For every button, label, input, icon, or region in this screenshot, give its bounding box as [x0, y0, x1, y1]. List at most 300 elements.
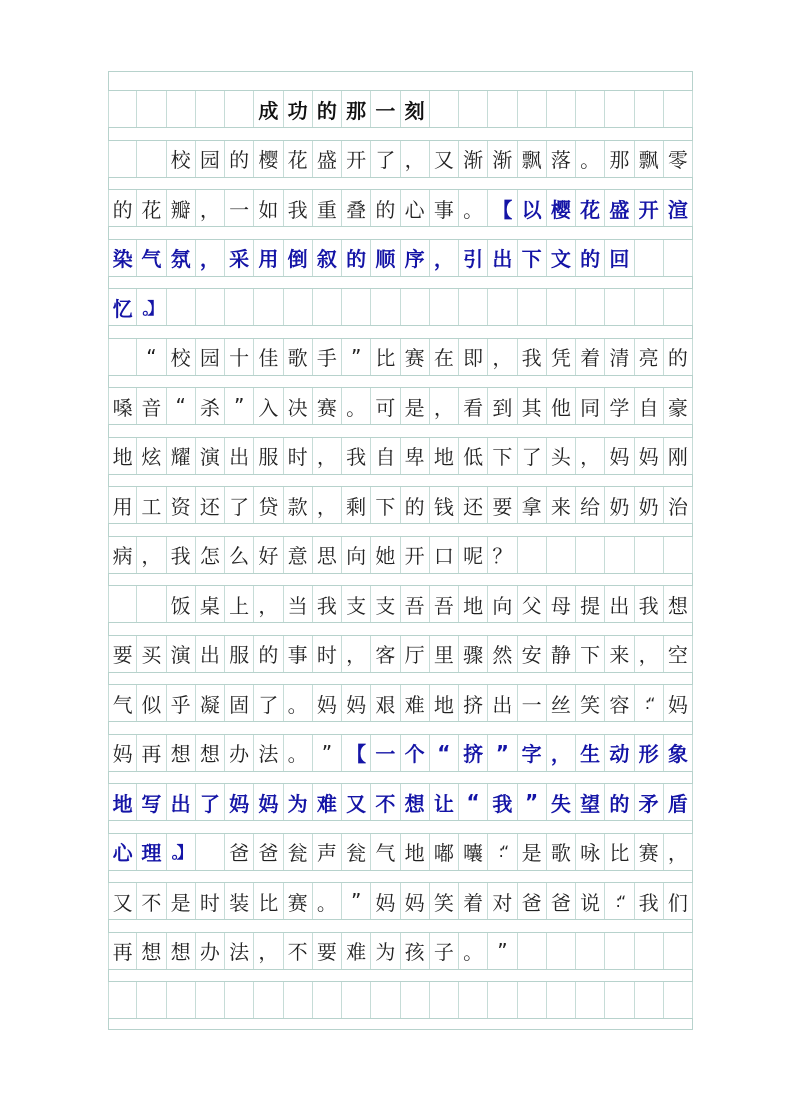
empty-grid-cell — [547, 982, 576, 1018]
grid-cell: 顺 — [371, 240, 400, 276]
grid-cell: 用 — [108, 487, 137, 523]
grid-cell: 即 — [459, 339, 488, 375]
grid-cell: 倒 — [284, 240, 313, 276]
grid-cell: 写 — [137, 784, 166, 820]
grid-row — [108, 338, 693, 376]
grid-row — [108, 932, 693, 970]
empty-grid-cell — [576, 289, 605, 325]
grid-cell: 下 — [371, 487, 400, 523]
grid-cell: 法 — [225, 933, 254, 969]
grid-cell: 时 — [313, 636, 342, 672]
empty-grid-cell — [371, 289, 400, 325]
grid-cell: 凝 — [196, 685, 225, 721]
empty-grid-cell — [401, 289, 430, 325]
empty-grid-cell — [664, 933, 693, 969]
grid-row — [108, 783, 693, 821]
grid-row — [108, 981, 693, 1019]
grid-cell: 用 — [254, 240, 283, 276]
grid-cell: 比 — [254, 883, 283, 919]
grid-cell: 再 — [137, 735, 166, 771]
grid-cell: 花 — [284, 141, 313, 177]
grid-cell: 我 — [167, 537, 196, 573]
grid-cell: 瓮 — [284, 834, 313, 870]
empty-grid-cell — [488, 91, 517, 127]
grid-cell: 当 — [284, 586, 313, 622]
title-char: 成 — [254, 91, 283, 127]
grid-cell: 炫 — [137, 438, 166, 474]
empty-grid-cell — [635, 240, 664, 276]
grid-cell: 要 — [108, 636, 137, 672]
grid-cell: :“ — [488, 834, 517, 870]
empty-grid-cell — [196, 982, 225, 1018]
grid-cell: 吾 — [430, 586, 459, 622]
grid-cell: 演 — [196, 438, 225, 474]
empty-grid-cell — [137, 586, 166, 622]
grid-cell: 还 — [459, 487, 488, 523]
grid-cell: 渐 — [488, 141, 517, 177]
grid-cell: 我 — [635, 586, 664, 622]
grid-cell: 心 — [401, 190, 430, 226]
grid-cell: 的 — [342, 240, 371, 276]
grid-cell: 地 — [401, 834, 430, 870]
grid-cell: ” — [488, 933, 517, 969]
grid-cell: 渲 — [664, 190, 693, 226]
grid-cell: 又 — [342, 784, 371, 820]
grid-cell: 妈 — [605, 438, 634, 474]
grid-cell: ” — [342, 883, 371, 919]
empty-grid-cell — [137, 982, 166, 1018]
grid-cell: 又 — [430, 141, 459, 177]
grid-cell: 想 — [664, 586, 693, 622]
grid-cell: 重 — [313, 190, 342, 226]
grid-cell: 难 — [342, 933, 371, 969]
grid-cell: 乎 — [167, 685, 196, 721]
grid-cell: 静 — [547, 636, 576, 672]
grid-cell: 嘟 — [430, 834, 459, 870]
grid-cell: 盛 — [313, 141, 342, 177]
empty-grid-cell — [196, 834, 225, 870]
grid-cell: 出 — [196, 636, 225, 672]
grid-cell: 以 — [518, 190, 547, 226]
grid-cell: 孩 — [401, 933, 430, 969]
grid-cell: 意 — [284, 537, 313, 573]
grid-cell: 我 — [342, 438, 371, 474]
grid-cell: 氛 — [167, 240, 196, 276]
grid-cell: 出 — [488, 685, 517, 721]
empty-grid-cell — [576, 982, 605, 1018]
grid-cell: 飘 — [518, 141, 547, 177]
empty-grid-cell — [254, 289, 283, 325]
empty-grid-cell — [313, 289, 342, 325]
grid-cell: 妈 — [225, 784, 254, 820]
empty-grid-cell — [635, 537, 664, 573]
grid-cell: 提 — [576, 586, 605, 622]
empty-grid-cell — [488, 982, 517, 1018]
grid-cell: 妈 — [401, 883, 430, 919]
grid-cell: 服 — [225, 636, 254, 672]
grid-cell: 下 — [488, 438, 517, 474]
grid-cell: 看 — [459, 388, 488, 424]
grid-cell: 引 — [459, 240, 488, 276]
grid-cell: 想 — [137, 933, 166, 969]
grid-cell: 办 — [225, 735, 254, 771]
empty-grid-cell — [108, 91, 137, 127]
empty-grid-cell — [664, 289, 693, 325]
grid-cell: 思 — [313, 537, 342, 573]
grid-cell: 他 — [547, 388, 576, 424]
grid-cell: 十 — [225, 339, 254, 375]
grid-cell: 一 — [225, 190, 254, 226]
grid-cell: 耀 — [167, 438, 196, 474]
grid-cell: 支 — [342, 586, 371, 622]
empty-grid-cell — [605, 537, 634, 573]
grid-cell: 然 — [488, 636, 517, 672]
empty-grid-cell — [605, 91, 634, 127]
grid-cell: 们 — [664, 883, 693, 919]
grid-cell: 子 — [430, 933, 459, 969]
empty-grid-cell — [167, 289, 196, 325]
grid-cell: 到 — [488, 388, 517, 424]
grid-cell: 出 — [488, 240, 517, 276]
grid-cell: 校 — [167, 339, 196, 375]
empty-grid-cell — [635, 289, 664, 325]
grid-cell: 时 — [196, 883, 225, 919]
grid-cell: 失 — [547, 784, 576, 820]
grid-cell: 理 — [137, 834, 166, 870]
grid-cell: ” — [488, 735, 517, 771]
grid-cell: 的 — [371, 190, 400, 226]
composition-grid-paper — [108, 71, 693, 1030]
empty-grid-cell — [635, 91, 664, 127]
grid-cell: 里 — [430, 636, 459, 672]
empty-grid-cell — [137, 141, 166, 177]
grid-cell: 园 — [196, 141, 225, 177]
grid-cell: 爸 — [254, 834, 283, 870]
grid-cell: ， — [401, 141, 430, 177]
grid-cell: :“ — [635, 685, 664, 721]
grid-cell: 我 — [284, 190, 313, 226]
grid-row — [108, 833, 693, 871]
grid-cell: 爸 — [547, 883, 576, 919]
grid-cell: 向 — [342, 537, 371, 573]
grid-cell: 妈 — [108, 735, 137, 771]
grid-cell: 桌 — [196, 586, 225, 622]
empty-grid-cell — [518, 982, 547, 1018]
grid-cell: 歌 — [547, 834, 576, 870]
grid-cell: 妈 — [254, 784, 283, 820]
grid-cell: 赛 — [635, 834, 664, 870]
grid-cell: 头 — [547, 438, 576, 474]
grid-cell: 客 — [371, 636, 400, 672]
grid-cell: ， — [196, 190, 225, 226]
grid-cell: 的 — [254, 636, 283, 672]
grid-cell: 呢 — [459, 537, 488, 573]
grid-cell: 下 — [518, 240, 547, 276]
grid-row — [108, 288, 693, 326]
title-char: 功 — [284, 91, 313, 127]
grid-cell: 着 — [576, 339, 605, 375]
grid-cell: ， — [313, 487, 342, 523]
empty-grid-cell — [196, 289, 225, 325]
grid-cell: 事 — [284, 636, 313, 672]
grid-row — [108, 387, 693, 425]
empty-grid-cell — [664, 537, 693, 573]
empty-grid-cell — [547, 537, 576, 573]
grid-cell: ” — [342, 339, 371, 375]
empty-grid-cell — [518, 933, 547, 969]
grid-cell: 要 — [313, 933, 342, 969]
grid-cell: 。 — [284, 685, 313, 721]
grid-cell: :“ — [605, 883, 634, 919]
grid-cell: 校 — [167, 141, 196, 177]
grid-cell: ， — [137, 537, 166, 573]
grid-cell: 饭 — [167, 586, 196, 622]
grid-cell: 来 — [547, 487, 576, 523]
grid-cell: 气 — [137, 240, 166, 276]
grid-row — [108, 882, 693, 920]
grid-cell: ” — [518, 784, 547, 820]
grid-cell: 是 — [167, 883, 196, 919]
empty-grid-cell — [635, 982, 664, 1018]
grid-cell: 在 — [430, 339, 459, 375]
grid-cell: ， — [342, 636, 371, 672]
empty-grid-cell — [108, 586, 137, 622]
grid-cell: ， — [635, 636, 664, 672]
grid-cell: 难 — [401, 685, 430, 721]
grid-cell: 买 — [137, 636, 166, 672]
grid-cell: 地 — [108, 438, 137, 474]
grid-cell: 来 — [605, 636, 634, 672]
grid-cell: ， — [254, 586, 283, 622]
grid-cell: 【 — [488, 190, 517, 226]
grid-cell: 着 — [459, 883, 488, 919]
grid-cell: ？ — [488, 537, 517, 573]
grid-cell: 学 — [605, 388, 634, 424]
grid-cell: 文 — [547, 240, 576, 276]
title-char: 的 — [313, 91, 342, 127]
grid-cell: 歌 — [284, 339, 313, 375]
empty-grid-cell — [488, 289, 517, 325]
grid-cell: 爸 — [225, 834, 254, 870]
grid-cell: 比 — [371, 339, 400, 375]
grid-cell: 凭 — [547, 339, 576, 375]
grid-cell: 望 — [576, 784, 605, 820]
grid-cell: 忆 — [108, 289, 137, 325]
grid-cell: 开 — [401, 537, 430, 573]
grid-cell: 低 — [459, 438, 488, 474]
grid-cell: 杀 — [196, 388, 225, 424]
grid-cell: 爸 — [518, 883, 547, 919]
grid-cell: 决 — [284, 388, 313, 424]
grid-cell: 下 — [576, 636, 605, 672]
grid-cell: ， — [430, 240, 459, 276]
empty-grid-cell — [459, 289, 488, 325]
grid-cell: 我 — [635, 883, 664, 919]
empty-grid-cell — [225, 289, 254, 325]
grid-cell: 么 — [225, 537, 254, 573]
empty-grid-cell — [342, 289, 371, 325]
empty-grid-cell — [664, 240, 693, 276]
grid-cell: 资 — [167, 487, 196, 523]
grid-cell: 开 — [342, 141, 371, 177]
grid-cell: 挤 — [459, 685, 488, 721]
grid-cell: 开 — [635, 190, 664, 226]
empty-grid-cell — [459, 91, 488, 127]
grid-cell: 佳 — [254, 339, 283, 375]
empty-grid-cell — [605, 289, 634, 325]
grid-cell: 安 — [518, 636, 547, 672]
grid-cell: 地 — [430, 438, 459, 474]
grid-cell: 为 — [284, 784, 313, 820]
empty-grid-cell — [664, 91, 693, 127]
grid-cell: 为 — [371, 933, 400, 969]
grid-cell: 不 — [284, 933, 313, 969]
grid-cell: 剩 — [342, 487, 371, 523]
grid-cell: 序 — [401, 240, 430, 276]
grid-cell: 奶 — [635, 487, 664, 523]
grid-cell: 丝 — [547, 685, 576, 721]
empty-grid-cell — [167, 91, 196, 127]
grid-cell: 上 — [225, 586, 254, 622]
grid-cell: 妈 — [371, 883, 400, 919]
grid-cell: 生 — [576, 735, 605, 771]
grid-cell: 赛 — [313, 388, 342, 424]
empty-grid-cell — [401, 982, 430, 1018]
empty-grid-cell — [284, 982, 313, 1018]
grid-cell: 园 — [196, 339, 225, 375]
empty-grid-cell — [254, 982, 283, 1018]
grid-cell: 渐 — [459, 141, 488, 177]
grid-cell: 象 — [664, 735, 693, 771]
grid-cell: 想 — [167, 933, 196, 969]
grid-cell: 刚 — [664, 438, 693, 474]
grid-cell: 叙 — [313, 240, 342, 276]
grid-cell: “ — [430, 735, 459, 771]
grid-cell: 如 — [254, 190, 283, 226]
grid-cell: 病 — [108, 537, 137, 573]
grid-row — [108, 189, 693, 227]
grid-cell: 贷 — [254, 487, 283, 523]
grid-cell: 时 — [284, 438, 313, 474]
grid-cell: 。 — [284, 735, 313, 771]
grid-cell: 入 — [254, 388, 283, 424]
grid-cell: 钱 — [430, 487, 459, 523]
grid-cell: 办 — [196, 933, 225, 969]
empty-grid-cell — [518, 537, 547, 573]
grid-cell: ， — [547, 735, 576, 771]
grid-cell: ， — [254, 933, 283, 969]
grid-cell: 花 — [137, 190, 166, 226]
grid-cell: 给 — [576, 487, 605, 523]
grid-cell: 妈 — [342, 685, 371, 721]
grid-cell: 的 — [576, 240, 605, 276]
grid-cell: 清 — [605, 339, 634, 375]
empty-grid-cell — [430, 289, 459, 325]
grid-cell: 笑 — [576, 685, 605, 721]
empty-grid-cell — [576, 933, 605, 969]
grid-cell: 樱 — [547, 190, 576, 226]
grid-cell: 。 — [313, 883, 342, 919]
grid-cell: 气 — [108, 685, 137, 721]
grid-cell: 声 — [313, 834, 342, 870]
grid-cell: 。】 — [137, 289, 166, 325]
grid-cell: 的 — [664, 339, 693, 375]
grid-cell: 厅 — [401, 636, 430, 672]
grid-cell: 奶 — [605, 487, 634, 523]
grid-cell: 自 — [635, 388, 664, 424]
grid-cell: 出 — [605, 586, 634, 622]
grid-cell: 嗓 — [108, 388, 137, 424]
grid-cell: 了 — [196, 784, 225, 820]
empty-grid-cell — [635, 933, 664, 969]
empty-grid-cell — [518, 91, 547, 127]
grid-cell: 是 — [401, 388, 430, 424]
grid-cell: 是 — [518, 834, 547, 870]
grid-row — [108, 536, 693, 574]
grid-cell: 我 — [488, 784, 517, 820]
grid-cell: 采 — [225, 240, 254, 276]
empty-grid-cell — [547, 933, 576, 969]
grid-cell: 母 — [547, 586, 576, 622]
grid-cell: 音 — [137, 388, 166, 424]
grid-cell: 同 — [576, 388, 605, 424]
grid-cell: 装 — [225, 883, 254, 919]
grid-cell: 说 — [576, 883, 605, 919]
grid-cell: 服 — [254, 438, 283, 474]
grid-cell: 自 — [371, 438, 400, 474]
title-char: 一 — [371, 91, 400, 127]
grid-cell: 演 — [167, 636, 196, 672]
empty-grid-cell — [167, 982, 196, 1018]
grid-cell: 向 — [488, 586, 517, 622]
grid-cell: 了 — [225, 487, 254, 523]
grid-row — [108, 684, 693, 722]
empty-grid-cell — [605, 982, 634, 1018]
grid-cell: 她 — [371, 537, 400, 573]
grid-cell: ， — [196, 240, 225, 276]
grid-cell: 怎 — [196, 537, 225, 573]
grid-cell: 妈 — [635, 438, 664, 474]
grid-cell: 的 — [108, 190, 137, 226]
grid-cell: 口 — [430, 537, 459, 573]
grid-cell: 我 — [313, 586, 342, 622]
grid-cell: 地 — [459, 586, 488, 622]
grid-cell: 想 — [167, 735, 196, 771]
empty-grid-cell — [518, 289, 547, 325]
grid-cell: 盾 — [664, 784, 693, 820]
grid-row — [108, 140, 693, 178]
empty-grid-cell — [137, 91, 166, 127]
grid-cell: “ — [459, 784, 488, 820]
grid-cell: 亮 — [635, 339, 664, 375]
grid-cell: 可 — [371, 388, 400, 424]
empty-grid-cell — [196, 91, 225, 127]
grid-cell: 卑 — [401, 438, 430, 474]
grid-cell: 。 — [459, 190, 488, 226]
grid-row — [108, 635, 693, 673]
grid-cell: ， — [576, 438, 605, 474]
grid-cell: 容 — [605, 685, 634, 721]
grid-cell: 飘 — [635, 141, 664, 177]
grid-cell: ， — [430, 388, 459, 424]
empty-grid-cell — [108, 982, 137, 1018]
grid-cell: 。 — [459, 933, 488, 969]
grid-cell: 空 — [664, 636, 693, 672]
grid-cell: 想 — [196, 735, 225, 771]
grid-cell: 气 — [371, 834, 400, 870]
grid-cell: 零 — [664, 141, 693, 177]
empty-grid-cell — [430, 91, 459, 127]
